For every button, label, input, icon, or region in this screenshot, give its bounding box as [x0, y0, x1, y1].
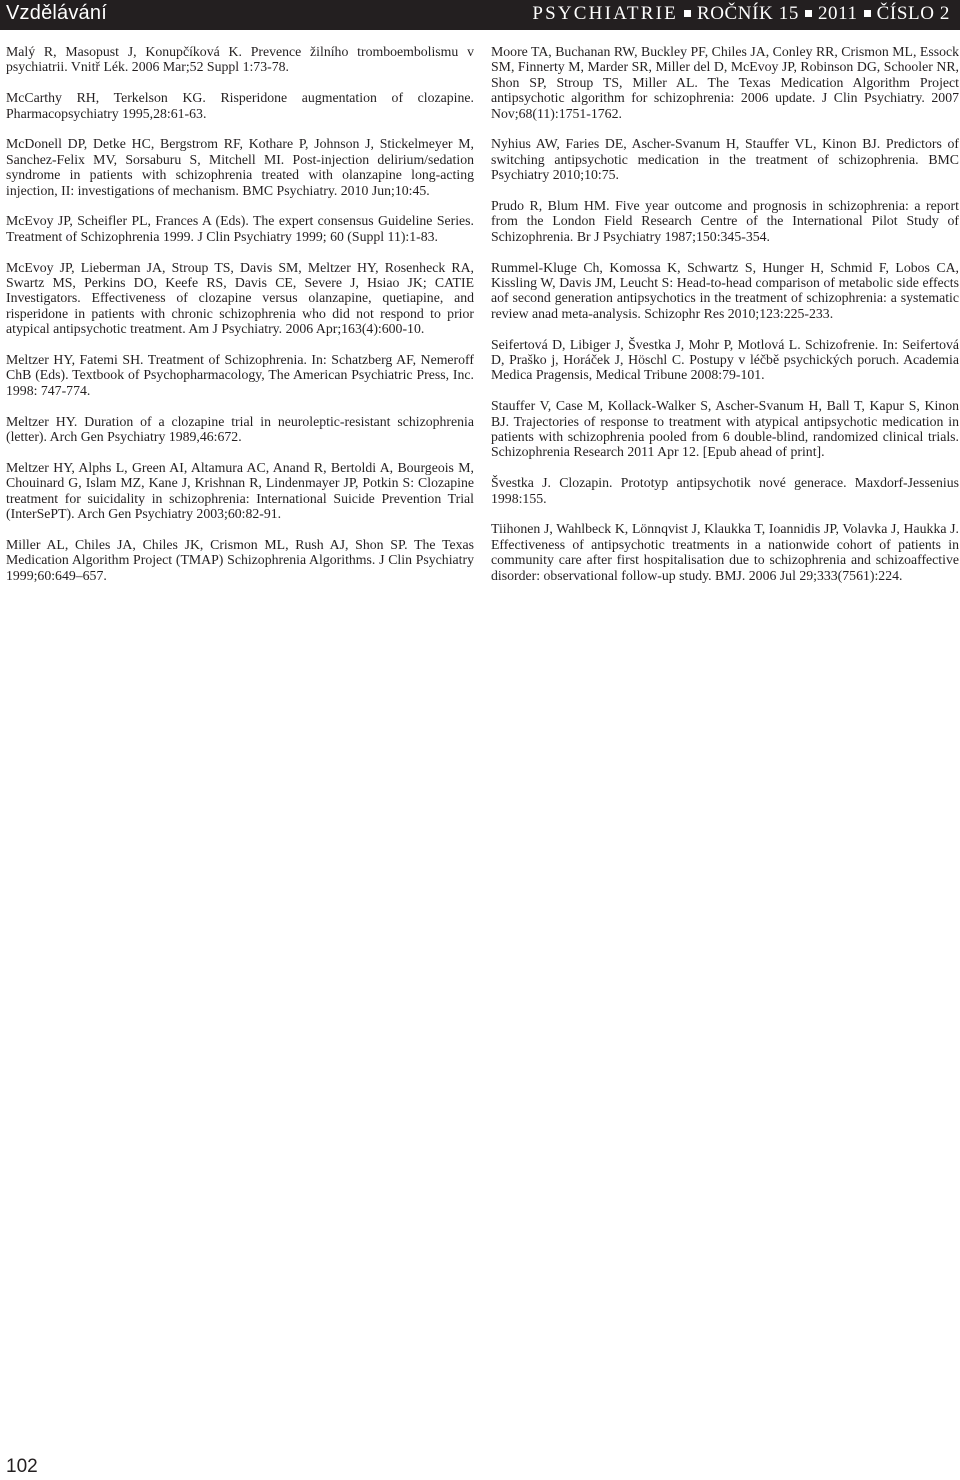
reference-item: Meltzer HY, Fatemi SH. Treatment of Schizophrenia. In: Schatzberg AF, Nemeroff ChB (Eds). Textbook of Psychopharmacology, The American Psychiatric Press, Inc. 1998: 747-774.	[6, 352, 474, 398]
reference-item: McCarthy RH, Terkelson KG. Risperidone augmentation of clozapine. Pharmacopsychiatry 1995,28:61-63.	[6, 90, 474, 121]
separator-square-icon	[684, 10, 691, 17]
reference-item: Nyhius AW, Faries DE, Ascher-Svanum H, Stauffer VL, Kinon BJ. Predictors of switching antipsychotic medication in the treatment of schizophrenia. BMC Psychiatry 2010;10:75.	[491, 136, 959, 183]
reference-item: Prudo R, Blum HM. Five year outcome and prognosis in schizophrenia: a report from the London Field Research Centre of the International Pilot Study of Schizophrenia. Br J Psychiatry 1987;150:345-354.	[491, 198, 959, 244]
reference-item: Stauffer V, Case M, Kollack-Walker S, Ascher-Svanum H, Ball T, Kapur S, Kinon BJ. Trajectories of response to treatment with atypical antipsychotic medication in patients with schizophrenia pooled from 6 double-blind, randomized clinical trials. Schizophrenia Research 2011 Apr 12. [Epub ahead of print].	[491, 398, 959, 460]
reference-item: Malý R, Masopust J, Konupčíková K. Prevence žilního tromboembolismu v psychiatrii. Vnitř Lék. 2006 Mar;52 Suppl 1:73-78.	[6, 44, 474, 75]
reference-item: Meltzer HY, Alphs L, Green AI, Altamura AC, Anand R, Bertoldi A, Bourgeois M, Chouinard G, Islam MZ, Kane J, Krishnan R, Lindenmayer JP, Potkin S: Clozapine treatment for suicidality in schizophrenia: International Suicide Prevention Trial (InterSePT). Arch Gen Psychiatry 2003;60:82-91.	[6, 459, 474, 522]
reference-item: Seifertová D, Libiger J, Švestka J, Mohr P, Motlová L. Schizofrenie. In: Seifertová D, Praško j, Horáček J, Höschl C. Postupy v léčbě psychických poruch. Academia Medica Pragensis, Medical Tribune 2008:79-101.	[491, 336, 959, 383]
reference-item: Švestka J. Clozapin. Prototyp antipsychotik nové generace. Maxdorf-Jessenius 1998:155.	[491, 475, 959, 506]
journal-name: PSYCHIATRIE	[532, 3, 678, 24]
year-label: 2011	[817, 3, 858, 24]
references-left-column	[6, 44, 474, 598]
reference-item: McEvoy JP, Scheifler PL, Frances A (Eds). The expert consensus Guideline Series. Treatment of Schizophrenia 1999. J Clin Psychiatry 1999; 60 (Suppl 11):1-83.	[6, 213, 474, 244]
issue-label: ČÍSLO 2	[876, 3, 950, 24]
reference-item: McDonell DP, Detke HC, Bergstrom RF, Kothare P, Johnson J, Stickelmeyer M, Sanchez-Felix MV, Sorsaburu S, Mitchell MI. Post-injection delirium/sedation syndrome in patients with schizophrenia treated with olanzapine long-acting injection, II: investigations of mechanism. BMC Psychiatry. 2010 Jun;10:45.	[6, 136, 474, 198]
reference-item: Moore TA, Buchanan RW, Buckley PF, Chiles JA, Conley RR, Crismon ML, Essock SM, Finnerty M, Marder SR, Miller del D, McEvoy JP, Robinson DG, Schooler NR, Shon SP, Stroup TS, Miller AL. The Texas Medication Algorithm Project antipsychotic algorithm for schizophrenia: 2006 update. J Clin Psychiatry. 2007 Nov;68(11):1751-1762.	[491, 44, 959, 121]
page-number: 102	[6, 1456, 38, 1477]
section-title: Vzdělávání	[6, 2, 107, 24]
volume-label: ROČNÍK 15	[696, 3, 799, 24]
reference-item: Tiihonen J, Wahlbeck K, Lönnqvist J, Klaukka T, Ioannidis JP, Volavka J, Haukka J. Effectiveness of antipsychotic treatments in a nationwide cohort of patients in community care after first hospitalisation due to schizophrenia and schizoaffective disorder: observational follow-up study. BMJ. 2006 Jul 29;333(7561):224.	[491, 521, 959, 583]
reference-item: Meltzer HY. Duration of a clozapine trial in neuroleptic-resistant schizophrenia (letter). Arch Gen Psychiatry 1989,46:672.	[6, 413, 474, 445]
separator-square-icon	[864, 10, 871, 17]
journal-info	[532, 3, 950, 25]
header-bar	[0, 0, 960, 30]
reference-item: Rummel-Kluge Ch, Komossa K, Schwartz S, Hunger H, Schmid F, Lobos CA, Kissling W, Davis JM, Leucht S: Head-to-head comparison of metabolic side effects aof second generation antipsychotics in the treatment of schizophrenia: a systematic review anad meta-analysis. Schizophr Res 2010;123:225-233.	[491, 259, 959, 321]
reference-item: Miller AL, Chiles JA, Chiles JK, Crismon ML, Rush AJ, Shon SP. The Texas Medication Algorithm Project (TMAP) Schizophrenia Algorithms. J Clin Psychiatry 1999;60:649–657.	[6, 536, 474, 583]
reference-item: McEvoy JP, Lieberman JA, Stroup TS, Davis SM, Meltzer HY, Rosenheck RA, Swartz MS, Perkins DO, Keefe RS, Davis CE, Severe J, Hsiao JK; CATIE Investigators. Effectiveness of clozapine versus olanzapine, quetiapine, and risperidone in patients with chronic schizophrenia who did not respond to prior atypical antipsychotic treatment. Am J Psychiatry. 2006 Apr;163(4):600-10.	[6, 259, 474, 337]
references-right-column	[491, 44, 959, 599]
separator-square-icon	[805, 10, 812, 17]
